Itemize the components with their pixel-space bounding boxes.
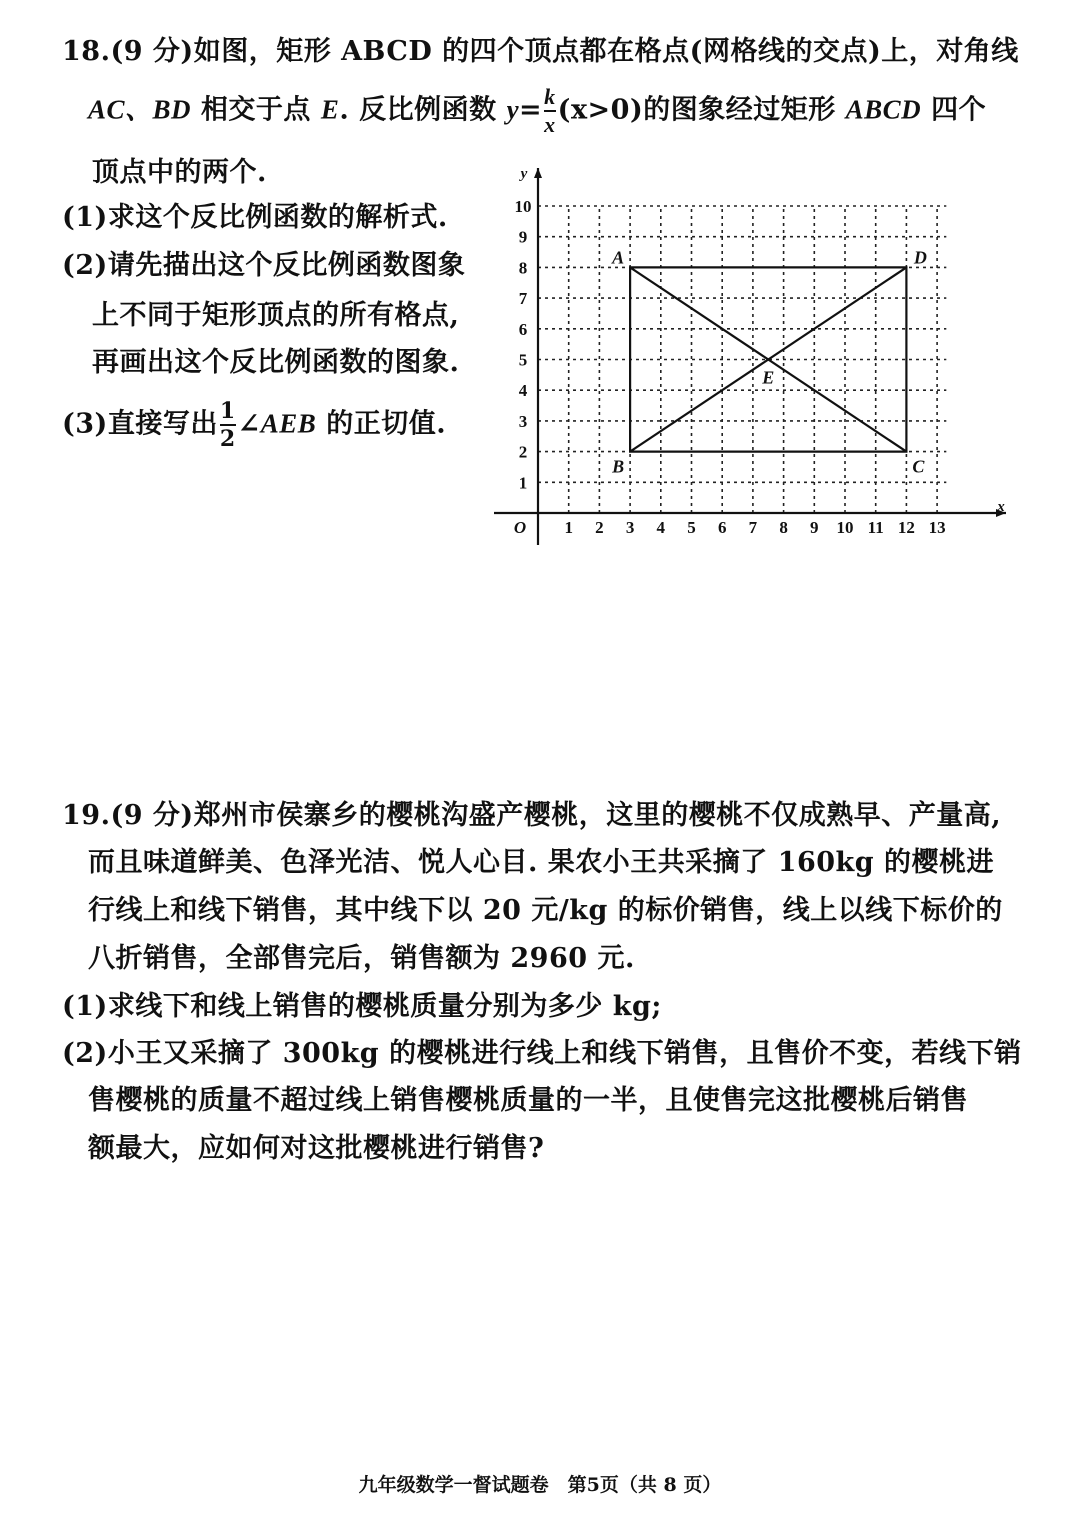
q18-line2: [88, 86, 986, 136]
fraction-denominator: 2: [219, 426, 236, 452]
x-tick-label: 3: [625, 518, 635, 537]
q18-sub3-text: (3)直接写出: [62, 408, 218, 440]
q18-ac-bd: AC、BD: [88, 94, 192, 125]
q18-abcd: ABCD: [845, 94, 922, 125]
q18-y: y: [506, 94, 520, 125]
x-tick-label: 2: [595, 518, 604, 537]
q18-sub2b: 上不同于矩形顶点的所有格点,: [92, 300, 460, 331]
y-tick-label: 5: [518, 350, 528, 370]
y-tick-label: 7: [518, 289, 528, 309]
y-axis-label: y: [520, 166, 528, 182]
x-tick-label: 7: [748, 518, 758, 537]
x-tick-label: 12: [897, 518, 915, 537]
q19-sub2c: 额最大，应如何对这批樱桃进行销售?: [88, 1133, 545, 1164]
q19-line4: 八折销售，全部售完后，销售额为 2960 元.: [88, 943, 635, 974]
q19-line1: 19.(9 分)郑州市侯寨乡的樱桃沟盛产樱桃，这里的樱桃不仅成熟早、产量高,: [62, 800, 1002, 831]
q18-point-e: E: [320, 94, 340, 125]
y-tick-label: 8: [518, 258, 528, 278]
q18-sub2a: (2)请先描出这个反比例函数图象: [62, 250, 466, 281]
q18-text: 四个: [921, 94, 987, 126]
coordinate-grid-figure: [488, 158, 1018, 558]
x-axis-label: x: [997, 499, 1005, 515]
q18-text: (x>0)的图象经过矩形: [557, 94, 846, 126]
fraction-denominator: x: [544, 112, 556, 137]
y-tick-label: 4: [518, 381, 528, 401]
y-tick-label: 2: [518, 442, 528, 462]
x-tick-label: 11: [867, 518, 884, 537]
y-axis-arrow: [534, 168, 542, 178]
q18-line3: 顶点中的两个.: [92, 157, 267, 188]
y-tick-label: 10: [514, 197, 532, 216]
point-label-a: A: [612, 247, 625, 268]
fraction-numerator: k: [544, 84, 556, 109]
x-tick-label: 1: [564, 518, 573, 537]
q19-line2: 而且味道鲜美、色泽光洁、悦人心目. 果农小王共采摘了 160kg 的樱桃进: [88, 847, 995, 878]
x-tick-label: 9: [810, 518, 819, 537]
x-tick-label: 6: [717, 518, 727, 537]
half-fraction: [220, 400, 236, 450]
q18-line1: 18.(9 分)如图，矩形 ABCD 的四个顶点都在格点(网格线的交点)上，对角线: [62, 36, 1019, 67]
y-tick-label: 3: [518, 411, 528, 431]
point-label-c: C: [912, 456, 925, 477]
y-tick-label: 9: [518, 227, 528, 247]
point-label-e: E: [762, 367, 775, 388]
angle-aeb: ∠AEB: [237, 408, 317, 439]
x-tick-label: 4: [656, 518, 666, 537]
x-tick-label: 10: [836, 518, 854, 537]
q18-sub1: (1)求这个反比例函数的解析式.: [62, 202, 448, 233]
origin-label: O: [513, 518, 527, 537]
q18-text: 相交于点: [191, 94, 321, 126]
x-tick-label: 13: [928, 518, 946, 537]
q19-line3: 行线上和线下销售，其中线下以 20 元/kg 的标价销售，线上以线下标价的: [88, 895, 1003, 926]
y-tick-label: 1: [518, 473, 528, 493]
point-label-b: B: [612, 456, 625, 477]
q18-sub2c: 再画出这个反比例函数的图象.: [92, 347, 460, 378]
q18-equals: =: [519, 94, 543, 126]
page-footer: 九年级数学一督试题卷 第5页（共 8 页）: [358, 1474, 722, 1496]
q18-text: . 反比例函数: [339, 94, 507, 126]
q19-sub2b: 售樱桃的质量不超过线上销售樱桃质量的一半，且使售完这批樱桃后销售: [88, 1085, 968, 1116]
y-tick-label: 6: [518, 319, 528, 339]
q19-sub2a: (2)小王又采摘了 300kg 的樱桃进行线上和线下销售，且售价不变，若线下销: [62, 1038, 1022, 1069]
x-tick-label: 5: [687, 518, 696, 537]
q18-sub3: [62, 400, 446, 450]
x-tick-label: 8: [779, 518, 788, 537]
fraction-numerator: 1: [219, 398, 236, 424]
q18-sub3-text: 的正切值.: [316, 408, 447, 440]
q18-fraction: [544, 86, 556, 136]
point-label-d: D: [913, 247, 927, 268]
q19-sub1: (1)求线下和线上销售的樱桃质量分别为多少 kg;: [62, 991, 662, 1022]
